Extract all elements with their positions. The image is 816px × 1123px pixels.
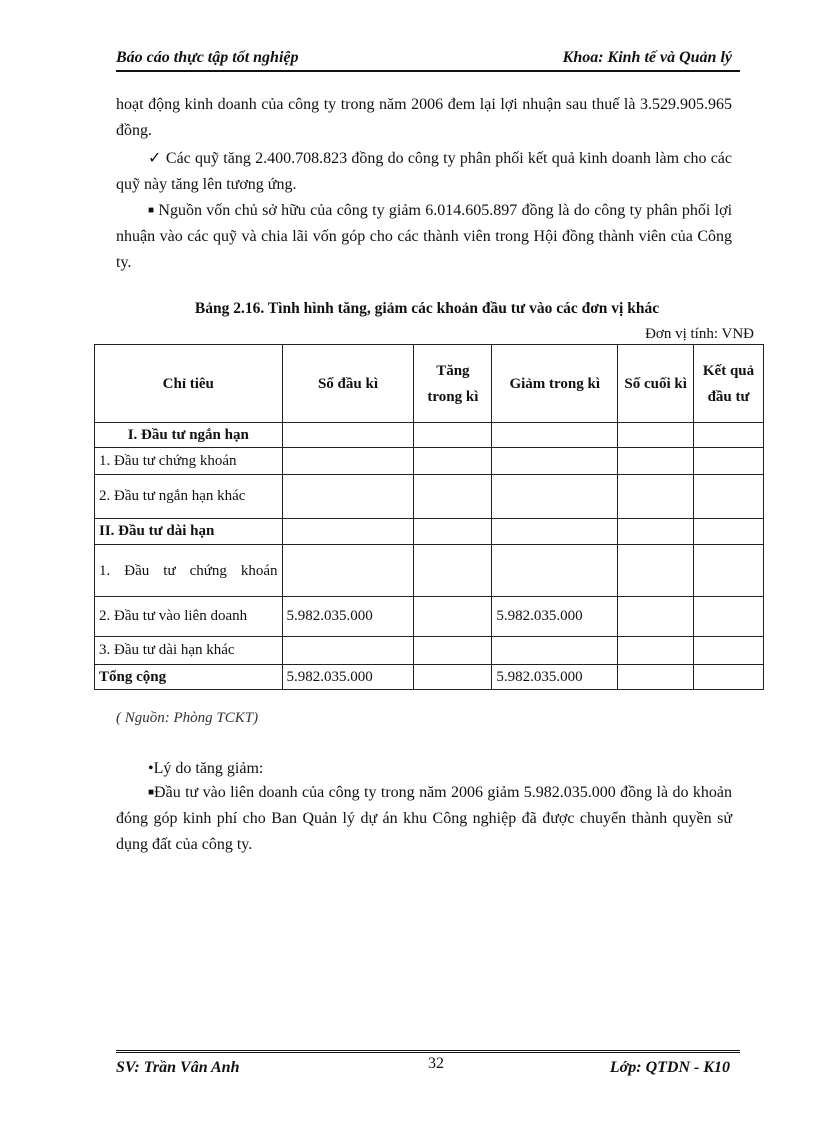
header-result: Kết quả đầu tư	[694, 345, 764, 423]
table-source: ( Nguồn: Phòng TCKT)	[116, 710, 259, 726]
total-decrease-value: 5.982.035.000	[492, 665, 618, 690]
table-row	[95, 448, 764, 475]
paragraph-funds	[116, 146, 732, 198]
footer-class: Lớp: QTDN - K10	[609, 1059, 730, 1076]
row-label: 2. Đầu tư ngắn hạn khác	[95, 475, 283, 519]
table-row	[95, 475, 764, 519]
dot-bullet-icon: •	[148, 760, 154, 777]
paragraph-profit	[116, 92, 732, 144]
investment-table	[94, 344, 764, 690]
page-footer	[116, 1050, 740, 1077]
row-label: 3. Đầu tư dài hạn khác	[95, 637, 283, 665]
reason-paragraph	[116, 780, 732, 858]
header-report-title: Báo cáo thực tập tốt nghiệp	[116, 49, 299, 66]
table-row	[95, 545, 764, 597]
total-opening-value: 5.982.035.000	[282, 665, 414, 690]
footer-student: SV: Trần Vân Anh	[116, 1059, 240, 1076]
row-label	[95, 545, 283, 597]
row-label: 2. Đầu tư vào liên doanh	[95, 597, 283, 637]
table-title: Bảng 2.16. Tình hình tăng, giảm các khoản đầu tư vào các đơn vị khác	[194, 300, 660, 317]
header-opening: Số đầu kì	[282, 345, 414, 423]
reason-title-line	[116, 756, 732, 782]
header-increase: Tăng trong kì	[414, 345, 492, 423]
paragraph-profit-text: hoạt động kinh doanh của công ty trong năm 2006 đem lại lợi nhuận sau thuế là 3.529.905.965 đồng.	[116, 96, 732, 139]
row-label-text: 1. Đầu tư chứng khoán	[99, 562, 278, 579]
paragraph-funds-text: Các quỹ tăng 2.400.708.823 đồng do công ty phân phối kết quả kinh doanh làm cho các quỹ này tăng lên tương ứng.	[116, 150, 733, 193]
checkmark-icon: ✓	[148, 150, 162, 167]
table-row	[95, 519, 764, 545]
table-row	[95, 423, 764, 448]
reason-text: Đầu tư vào liên doanh của công ty trong năm 2006 giảm 5.982.035.000 đồng là do khoản đóng góp kinh phí cho Ban Quản lý dự án khu Công nghiệp đã được chuyển thành quyền sử dụng đất của công ty.	[116, 784, 732, 853]
paragraph-equity-text: Nguồn vốn chủ sở hữu của công ty giảm 6.014.605.897 đồng là do công ty phân phối lợi nhuận vào các quỹ và chia lãi vốn góp cho các thành viên trong Hội đồng thành viên của Công ty.	[116, 202, 733, 271]
table-row	[95, 637, 764, 665]
row-label: 1. Đầu tư chứng khoán	[95, 448, 283, 475]
reason-title: Lý do tăng giảm:	[153, 760, 264, 777]
row-opening-value: 5.982.035.000	[282, 597, 414, 637]
square-bullet-icon: ■	[148, 787, 155, 798]
page-header	[116, 48, 740, 72]
row-label: II. Đầu tư dài hạn	[95, 519, 283, 545]
table-row	[95, 597, 764, 637]
row-label: I. Đầu tư ngắn hạn	[95, 423, 283, 448]
table-unit: Đơn vị tính: VNĐ	[645, 326, 754, 342]
square-bullet-icon: ■	[148, 205, 155, 216]
header-indicator: Chỉ tiêu	[95, 345, 283, 423]
header-faculty: Khoa: Kinh tế và Quản lý	[562, 49, 732, 66]
paragraph-equity	[116, 198, 732, 276]
total-label: Tổng cộng	[95, 665, 283, 690]
table-total-row	[95, 665, 764, 690]
header-closing: Số cuối kì	[618, 345, 694, 423]
row-decrease-value: 5.982.035.000	[492, 597, 618, 637]
page-number: 32	[428, 1055, 444, 1072]
table-header-row	[95, 345, 764, 423]
header-decrease: Giảm trong kì	[492, 345, 618, 423]
